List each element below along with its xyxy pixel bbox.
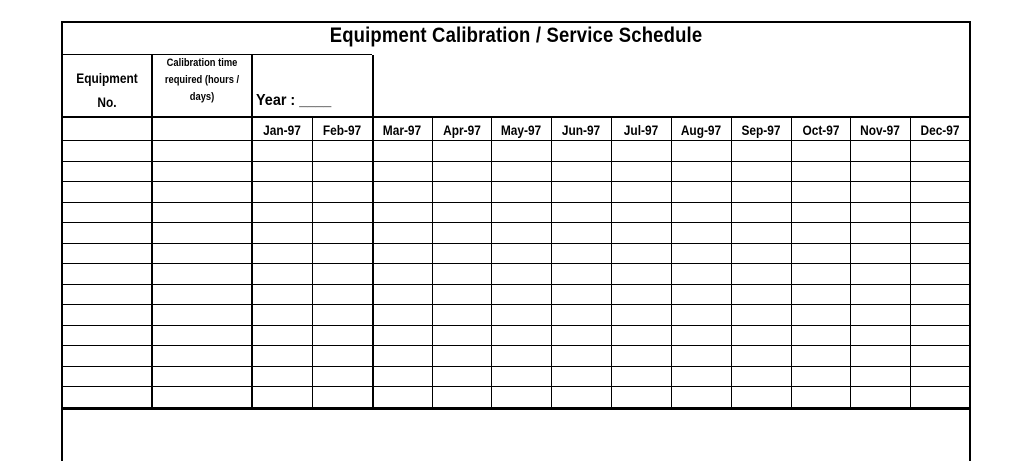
- table-bottom-line: [62, 407, 970, 410]
- month-header-oct-97: Oct-97: [802, 122, 840, 138]
- table-row-line: [62, 140, 970, 141]
- month-header-sep-97: Sep-97: [741, 122, 781, 138]
- calibration-header-line2: required (hours /: [164, 74, 240, 86]
- equipment-no-header: [69, 66, 146, 114]
- equipment-header-line2: No.: [97, 94, 117, 110]
- month-header-apr-97: Apr-97: [443, 122, 481, 138]
- table-row-line: [62, 366, 970, 367]
- table-row-line: [62, 386, 970, 387]
- col-divider-calibration: [251, 55, 253, 409]
- month-header-jul-97: Jul-97: [623, 122, 659, 138]
- month-header-aug-97: Aug-97: [680, 122, 722, 138]
- title-divider: [62, 54, 372, 55]
- equipment-header-line1: Equipment: [76, 70, 138, 86]
- col-divider-equipment: [151, 55, 153, 409]
- month-header-dec-97: Dec-97: [920, 122, 960, 138]
- month-header-jan-97: Jan-97: [263, 122, 301, 138]
- table-row-line: [62, 181, 970, 182]
- table-row-line: [62, 304, 970, 305]
- month-header-nov-97: Nov-97: [860, 122, 900, 138]
- table-row-line: [62, 263, 970, 264]
- year-field: Year : ____: [256, 92, 332, 109]
- month-header-mar-97: Mar-97: [382, 122, 422, 138]
- header-bottom-line: [62, 116, 970, 118]
- month-header-jun-97: Jun-97: [561, 122, 601, 138]
- table-row-line: [62, 222, 970, 223]
- year-box-right: [372, 55, 374, 117]
- calibration-time-header: [160, 55, 245, 106]
- month-header-feb-97: Feb-97: [322, 122, 362, 138]
- calibration-header-line3: days): [189, 91, 215, 103]
- calibration-header-line1: Calibration time: [166, 57, 238, 69]
- table-row-line: [62, 284, 970, 285]
- document-title: Equipment Calibration / Service Schedule: [329, 24, 703, 47]
- table-row-line: [62, 161, 970, 162]
- month-header-may-97: May-97: [500, 122, 542, 138]
- table-row-line: [62, 325, 970, 326]
- table-row-line: [62, 243, 970, 244]
- table-row-line: [62, 345, 970, 346]
- table-row-line: [62, 202, 970, 203]
